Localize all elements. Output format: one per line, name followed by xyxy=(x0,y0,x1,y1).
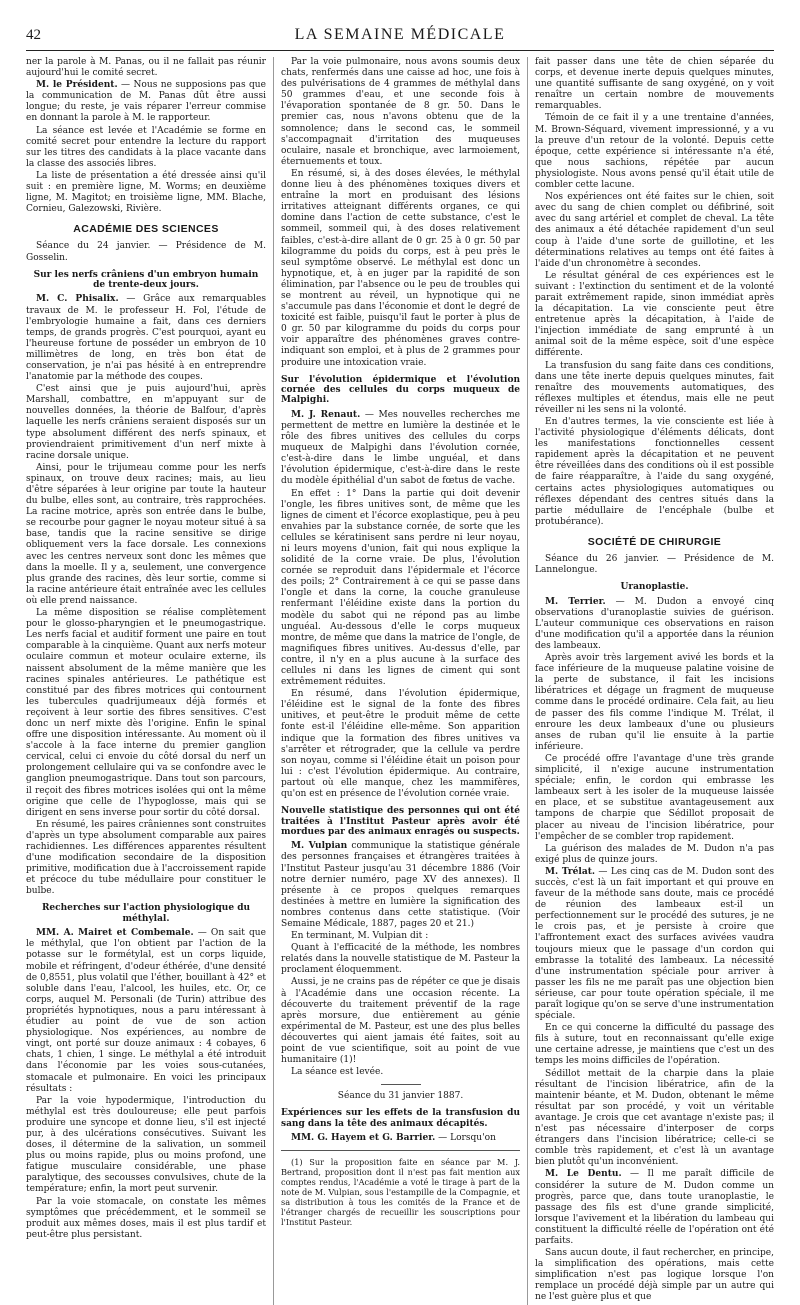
article-subheading: Uranoplastie. xyxy=(620,582,689,593)
speech-text: — Grâce aux remarquables travaux de M. le professeur H. Fol, l'étude de l'embryologie humaine a fait, dans ces derniers temps, de grands progrès. C'est pourquoi, ayant eu l'heureuse fortune de posséder un embryon de 10 millimètres de long, en très bon état de conservation, je n'ai pas hésité à en entreprendre l'anatomie par la méthode des coupes. xyxy=(26,294,266,383)
paragraph: fait passer dans une tête de chien séparée du corps, et devenue inerte depuis quelques minutes, une quantité suffisante de sang oxygéné, on y voit renaître un certain nombre de mouvements remarquables. xyxy=(535,57,774,112)
paragraph: Ce procédé offre l'avantage d'une très grande simplicité, il n'exige aucune instrumentation spéciale; enfin, le cordon qui embrasse les lambeaux sert à les isoler de la muqueuse laissée en place, et se substitue avantageusement aux tampons de charpie que Sédillot proposait de placer au niveau de l'incision libératrice, pour l'empêcher de se combler trop rapidement. xyxy=(535,753,774,842)
speaker-name: M. Trélat. xyxy=(545,866,596,877)
footnote-rule xyxy=(281,1150,520,1151)
paragraph xyxy=(26,294,266,383)
journal-title: LA SEMAINE MÉDICALE xyxy=(294,26,506,43)
paragraph: La séance est levée et l'Académie se forme en comité secret pour entendre la lecture du rapport sur les titres des candidats à la place vacante dans la classe des associés libres. xyxy=(26,125,266,169)
paragraph: Nos expériences ont été faites sur le chien, soit avec du sang de chien complet ou défibriné, soit avec du sang artériel et complet de cheval. La tête des animaux a été détachée rapidement d'un seul coup à l'aide d'une sorte de guillotine, et les déterminations relatives au temps ont été faites à l'aide d'un chronomètre à secondes. xyxy=(535,192,774,269)
seance-line: Séance du 26 janvier. — Présidence de M. Lannelongue. xyxy=(535,554,774,576)
paragraph: Ainsi, pour le trijumeau comme pour les nerfs spinaux, on trouve deux racines; mais, au lieu d'être séparées à leur origine par toute la hauteur du bulbe, elles sont, au contraire, très rapprochées. La racine motrice, après son entrée dans le bulbe, se recourbe pour gagner le noyau moteur situé à sa base, tandis que la racine sensitive se dirige obliquement vers la face dorsale. Les connexions avec les centres nerveux sont donc les mêmes que dans la moelle. Il y a, seulement, une convergence plus grande des racines, dès leur sortie, comme si la racine antérieure était entraînée avec les cellules où elle prend naissance. xyxy=(26,462,266,606)
paragraph: En résumé, dans l'évolution épidermique, l'éléidine est le signal de la fonte des fibres unitives, et peut-être le produit même de cette fonte est-il l'éléidine elle-même. Son apparition indique que la formation des fibres unitives va s'arrêter et rétrograder, que la cellule va perdre son noyau, comme si l'éléidine était un poison pour lui : c'est l'évolution épidermique. Au contraire, partout où elle manque, chez les mammifères, qu'on est en présence de l'évolution cornée vraie. xyxy=(281,689,520,800)
paragraph: Par la voie pulmonaire, nous avons soumis deux chats, renfermés dans une caisse ad hoc, une fois à des pulvérisations de 4 grammes de méthylal dans 50 grammes d'eau, et une seconde fois à l'évaporation spontanée de 8 gr. 50. Dans le premier cas, nous n'avons obtenu que de la somnolence; dans le second cas, le sommeil s'accompagnait d'irritation des muqueuses oculaire, nasale et bronchique, avec larmoiement, éternuements et toux. xyxy=(281,57,520,167)
paragraph: En effet : 1° Dans la partie qui doit devenir l'ongle, les fibres unitives sont, de même que les lignes de ciment et l'écorce exoplastique, peu à peu envahies par la substance cornée, de sorte que les cellules se kératinisent sans perdre ni leur noyau, ni leurs moyens d'union, fait qui nous explique la solidité de la corne vraie. De plus, l'évolution cornée se reproduit dans l'épidermale et l'écorce des poils; 2° Contrairement à ce qui se passe dans l'ongle et dans la corne, la couche granuleuse renfermant l'éléidine existe dans la portion du modèle du sabot qui ne répond pas au limbe unguéal. Au-dessous d'elle le corps muqueux montre, de même que dans la matrice de l'ongle, de magnifiques fibres unitives. Au-dessus d'elle, par contre, il n'y en a plus aucune à la surface des cellules ni dans les lignes de ciment qui sont extrêmement réduites. xyxy=(281,488,520,688)
paragraph: ner la parole à M. Panas, ou il ne fallait pas réunir aujourd'hui le comité secret. xyxy=(26,57,266,79)
paragraph: La séance est levée. xyxy=(291,1067,384,1078)
paragraph: En résumé, si, à des doses élevées, le méthylal donne lieu à des phénomènes toxiques divers et entraîne la mort en produisant des lésions irritatives atteignant différents organes, ce qui domine dans l'action de cette substance, c'est le sommeil, sommeil qui, à des doses relativement faibles, c'est-à-dire allant de 0 gr. 25 à 0 gr. 50 par kilogramme du poids du corps, est à peu près le seul symptôme observé. Le méthylal est donc un hypnotique, et, à en juger par la rapidité de son élimination, par l'absence ou le peu de troubles qui se montrent au réveil, un hypnotique qui ne s'accumule pas dans l'économie et dont le degré de toxicité est faible, puisqu'il faut le porter à plus de 0 gr. 50 par kilogramme du poids du corps pour voir apparaître des phénomènes graves contre-indiquant son emploi, et à plus de 2 grammes pour produire une intoxication vraie. xyxy=(281,168,520,368)
paragraph: Sans aucun doute, il faut rechercher, en principe, la simplification des opérations, mais cette simplification n'est pas logique lorsque l'on remplace un procédé déjà simple par un autre qui ne l'est guère plus et que xyxy=(535,1248,774,1303)
speech-text: — M. Dudon a envoyé cinq observations d'uranoplastie suivies de guérison. L'auteur communique ces observations en raison d'une modification qu'il a apportée dans la réunion des lambeaux. xyxy=(535,596,774,651)
page-number: 42 xyxy=(26,27,41,43)
page-header xyxy=(26,26,774,46)
paragraph xyxy=(281,410,520,488)
speaker-name: M. Terrier. xyxy=(545,596,606,607)
separator-rule xyxy=(381,1084,421,1085)
paragraph xyxy=(26,928,266,1094)
speaker-name: M. le Président. xyxy=(36,80,118,91)
paragraph: Après avoir très largement avivé les bords et la face inférieure de la muqueuse palatine voisine de la perte de substance, il fait les incisions libératrices et dégage un fragment de muqueuse comme dans le procédé ordinaire. Cela fait, au lieu de passer des fils comme l'indique M. Trélat, il enroure les deux lambeaux d'une ou plusieurs anses de ruban qu'il lie ensuite à la partie inférieure. xyxy=(535,653,774,752)
paragraph: La liste de présentation a été dressée ainsi qu'il suit : en première ligne, M. Worms; en deuxième ligne, M. Magitot; en troisième ligne, MM. Blache, Cornieu, Galezowski, Rivière. xyxy=(26,170,266,215)
article-subheading: Sur l'évolution épidermique et l'évolution cornée des cellules du corps muqueux de Malpighi. xyxy=(281,374,520,406)
paragraph xyxy=(535,597,774,652)
speaker-name: M. C. Phisalix. xyxy=(36,294,119,305)
paragraph: La même disposition se réalise complètement pour le glosso-pharyngien et le pneumogastrique. Les nerfs facial et auditif forment une paire en tout comparable à la cinquième. Quant aux nerfs moteur oculaire commun et moteur oculaire externe, ils naissent absolument de la même manière que les racines spinales antérieures. Le pathétique est constitué par des fibres motrices qui contournent les tubercules quadrijumeaux déjà formés et reçoivent à leur sortie des fibres sensitives. C'est donc un nerf mixte dès l'origine. Enfin le spinal offre une disposition intéressante. Au moment où il s'accole à la face interne du premier ganglion cervical, celui ci envoie du côté dorsal du nerf un prolongement cellulaire qui va se confondre avec le ganglion pneumogastrique. Dans tout son parcours, il reçoit des fibres motrices isolées qui ont la même origine que celle de l'hypoglosse, mais qui se dirigent en sens inverse pour sortir du côté dorsal. xyxy=(26,608,266,818)
paragraph: Aussi, je ne crains pas de répéter ce que je disais à l'Académie dans une occasion récente. La découverte du traitement préventif de la rage après morsure, due entièrement au génie expérimental de M. Pasteur, est une des plus belles découvertes qui aient jamais été faites, soit au point de vue scientifique, soit au point de vue humanitaire (1)! xyxy=(281,977,520,1066)
paragraph xyxy=(535,867,774,1022)
paragraph: En d'autres termes, la vie consciente est liée à l'activité physiologique d'éléments délicats, dont les manifestations fonctionnelles cessent rapidement après la décapitation et ne peuvent être réveillées dans des conditions où il est possible de faire réapparaître, à l'aide du sang oxygéné, certains actes physiologiques automatiques ou réflexes dépendant des centres situés dans la partie médullaire de l'encéphale (bulbe et protubérance). xyxy=(535,417,774,527)
speaker-name: MM. A. Mairet et Combemale. xyxy=(36,928,194,939)
paragraph xyxy=(281,841,520,930)
footnote: (1) Sur la proposition faite en séance par M. J. Bertrand, proposition dont il n'est pas fait mention aux comptes rendus, l'Académie a voté le tirage à part de la note de M. Vulpian, sous l'estampille de la Compagnie, et sa distribution à tous les comités de la France et de l'étranger chargés de recueillir les souscriptions pour l'Institut Pasteur. xyxy=(281,1157,520,1228)
speaker-name: M. J. Renaut. xyxy=(291,409,361,420)
paragraph: Témoin de ce fait il y a une trentaine d'années, M. Brown-Séquard, vivement impressionné, y a vu la preuve d'un retour de la volonté. Depuis cette époque, cette expérience si intéressante n'a été, que nous sachions, répétée par aucun physiologiste. Nous avons pensé qu'il était utile de combler cette lacune. xyxy=(535,113,774,191)
article-subheading: Recherches sur l'action physiologique du méthylal. xyxy=(41,903,251,924)
paragraph: C'est ainsi que je puis aujourd'hui, après Marshall, combattre, en m'appuyant sur de nouvelles données, la théorie de Balfour, d'après laquelle les nerfs crâniens seraient disposés sur un type absolument différent des nerfs spinaux, et proviendraient primitivement d'un nerf mixte à racine dorsale unique. xyxy=(26,384,266,461)
paragraph: En terminant, M. Vulpian dit : xyxy=(291,931,429,942)
speech-text: — Mes nouvelles recherches me permettent de mettre en lumière la destinée et le rôle des fibres unitives des cellules du corps muqueux de Malpighi dans l'évolution cornée, c'est-à-dire dans le limbe unguéal, et dans l'évolution épidermique, c'est-à-dire dans le reste du modèle épithélial d'un sabot de fœtus de vache. xyxy=(281,409,520,487)
paragraph: Le résultat général de ces expériences est le suivant : l'extinction du sentiment et de la volonté parait extrêmement rapide, sinon immédiat après la décapitation. La vie consciente peut être entretenue après la décapitation, à l'aide de l'injection immédiate de sang emprunté à un animal soit de la même espèce, soit d'une espèce différente. xyxy=(535,270,774,359)
section-heading-societe-chirurgie: SOCIÉTÉ DE CHIRURGIE xyxy=(587,535,722,548)
column-2 xyxy=(273,57,520,1305)
speech-text: — Les cinq cas de M. Dudon sont des succès, c'est là un fait important et qui prouve en faveur de la méthode sans doute, mais ce procédé de réunion des lambeaux est-il un perfectionnement sur le procédé des sutures, je ne le crois pas, et je persiste à croire que l'affrontement exact des surfaces avivées vaudra toujours mieux que le passage d'un cordon qui embrasse la totalité des lambeaux. La nécessité d'une instrumentation spéciale pour arriver à passer les fils ne me paraît pas une objection bien sérieuse, car pour toute opération spéciale, il me paraît logique qu'on se serve d'une instrumentation spéciale. xyxy=(535,866,774,1022)
speaker-name: MM. G. Hayem et G. Barrier. xyxy=(291,1133,436,1144)
speech-text: — Nous ne supposions pas que la communication de M. Panas dût être aussi longue; du reste, je vais réparer l'erreur commise en donnant la parole à M. le rapporteur. xyxy=(26,80,266,124)
speech-text: — Lorsqu'on xyxy=(435,1133,496,1144)
paragraph: Par la voie hypodermique, l'introduction du méthylal est très douloureuse; elle peut parfois produire une syncope et donne lieu, s'il est injecté pur, à des ulcérations consécutives. Suivant les doses, il détermine de la salivation, un sommeil plus ou moins rapide, plus ou moins profond, une fatigue musculaire considérable, une phase paralytique, des secousses convulsives, chute de la température; enfin, la mort peut survenir. xyxy=(26,1095,266,1195)
speaker-name: M. Vulpian xyxy=(291,841,348,852)
speech-text: communique la statistique générale des personnes françaises et étrangères traitées à l'Institut Pasteur jusqu'au 31 décembre 1886 (Voir notre dernier numéro, page XV des annexes). Il présente à ce propos quelques remarques destinées à mettre en lumière la signification des nombres contenus dans cette statistique. (Voir Semaine Médicale, 1887, pages 20 et 21.) xyxy=(281,841,520,929)
seance-line: Séance du 24 janvier. — Présidence de M. Gosselin. xyxy=(26,241,266,263)
three-column-body xyxy=(26,57,774,1303)
paragraph: En résumé, les paires crâniennes sont construites d'après un type absolument comparable aux paires rachidiennes. Les différences apparentes résultent d'une modification secondaire de la disposition primitive, modification due à l'accroissement rapide et précoce du tube médullaire pour constituer le bulbe. xyxy=(26,819,266,897)
article-subheading: Sur les nerfs crâniens d'un embryon humain de trente-deux jours. xyxy=(33,269,259,290)
article-subheading: Nouvelle statistique des personnes qui ont été traitées à l'Institut Pasteur après avoir été mordues par des animaux enragés ou suspects. xyxy=(281,806,520,837)
paragraph: La guérison des malades de M. Dudon n'a pas exigé plus de quinze jours. xyxy=(535,843,774,865)
column-3 xyxy=(527,57,774,1305)
paragraph: Par la voie stomacale, on constate les mêmes symptômes que précédemment, et le sommeil se produit aux mêmes doses, mais il est plus tardif et peut-être plus persistant. xyxy=(26,1196,266,1240)
section-heading-academie-sciences: ACADÉMIE DES SCIENCES xyxy=(73,223,219,236)
paragraph: La transfusion du sang faite dans ces conditions, dans une tête inerte depuis quelques minutes, fait renaître des mouvements automatiques, des réflexes multiples et étendus, mais elle ne peut réveiller ni les sens ni la volonté. xyxy=(535,360,774,415)
column-1 xyxy=(26,57,266,1305)
article-subheading: Expériences sur les effets de la transfusion du sang dans la tête des animaux décapités. xyxy=(281,1108,520,1129)
speech-text: — On sait que le méthylal, que l'on obtient par l'action de la potasse sur le formétylal, est un corps liquide, mobile et réfringent, d'odeur éthérée, d'une densité de 0,8551, plus volatil que l'éther, bouillant à 42° et soluble dans l'eau, l'alcool, les huiles, etc. Or, ce corps, auquel M. Personali (de Turin) attribue des propriétés hypnotiques, nous a paru intéressant à étudier au point de vue de son action physiologique. Nos expériences, au nombre de vingt, ont porté sur douze animaux : 4 cobayes, 6 chats, 1 chien, 1 singe. Le méthylal a été introduit dans l'économie par les voies sous-cutanées, stomacale et pulmonaire. En voici les principaux résultats : xyxy=(26,928,266,1094)
paragraph xyxy=(535,1169,774,1247)
paragraph: Quant à l'efficacité de la méthode, les nombres relatés dans la nouvelle statistique de M. Pasteur la proclament éloquemment. xyxy=(281,943,520,976)
paragraph: En ce qui concerne la difficulté du passage des fils à suture, tout en reconnaissant qu'elle exige une certaine adresse, je maintiens que c'est un des temps les moins difficiles de l'opération. xyxy=(535,1023,774,1067)
header-rule xyxy=(26,50,774,51)
speaker-name: M. Le Dentu. xyxy=(545,1169,622,1180)
paragraph xyxy=(26,80,266,124)
seance-line: Séance du 31 janvier 1887. xyxy=(337,1091,464,1102)
speech-text: — Il me paraît difficile de considérer la suture de M. Dudon comme un progrès, parce que, dans toute uranoplastie, le passage des fils est d'une grande simplicité, lorsque l'avivement et la libération du lambeau qui constituent la difficulté réelle de l'opération ont été parfaits. xyxy=(535,1169,774,1246)
paragraph: Sédillot mettait de la charpie dans la plaie résultant de l'incision libératrice, afin de la maintenir béante, et M. Dudon, obtenant le même résultat par son procédé, y voit un véritable avantage. Je crois que cet avantage n'existe pas; il n'est pas nécessaire d'interposer de corps étrangers dans l'incision libératrice; celle-ci se comble très rapidement, et c'est là un avantage bien plutôt qu'un inconvénient. xyxy=(535,1068,774,1168)
paragraph xyxy=(281,1133,520,1144)
